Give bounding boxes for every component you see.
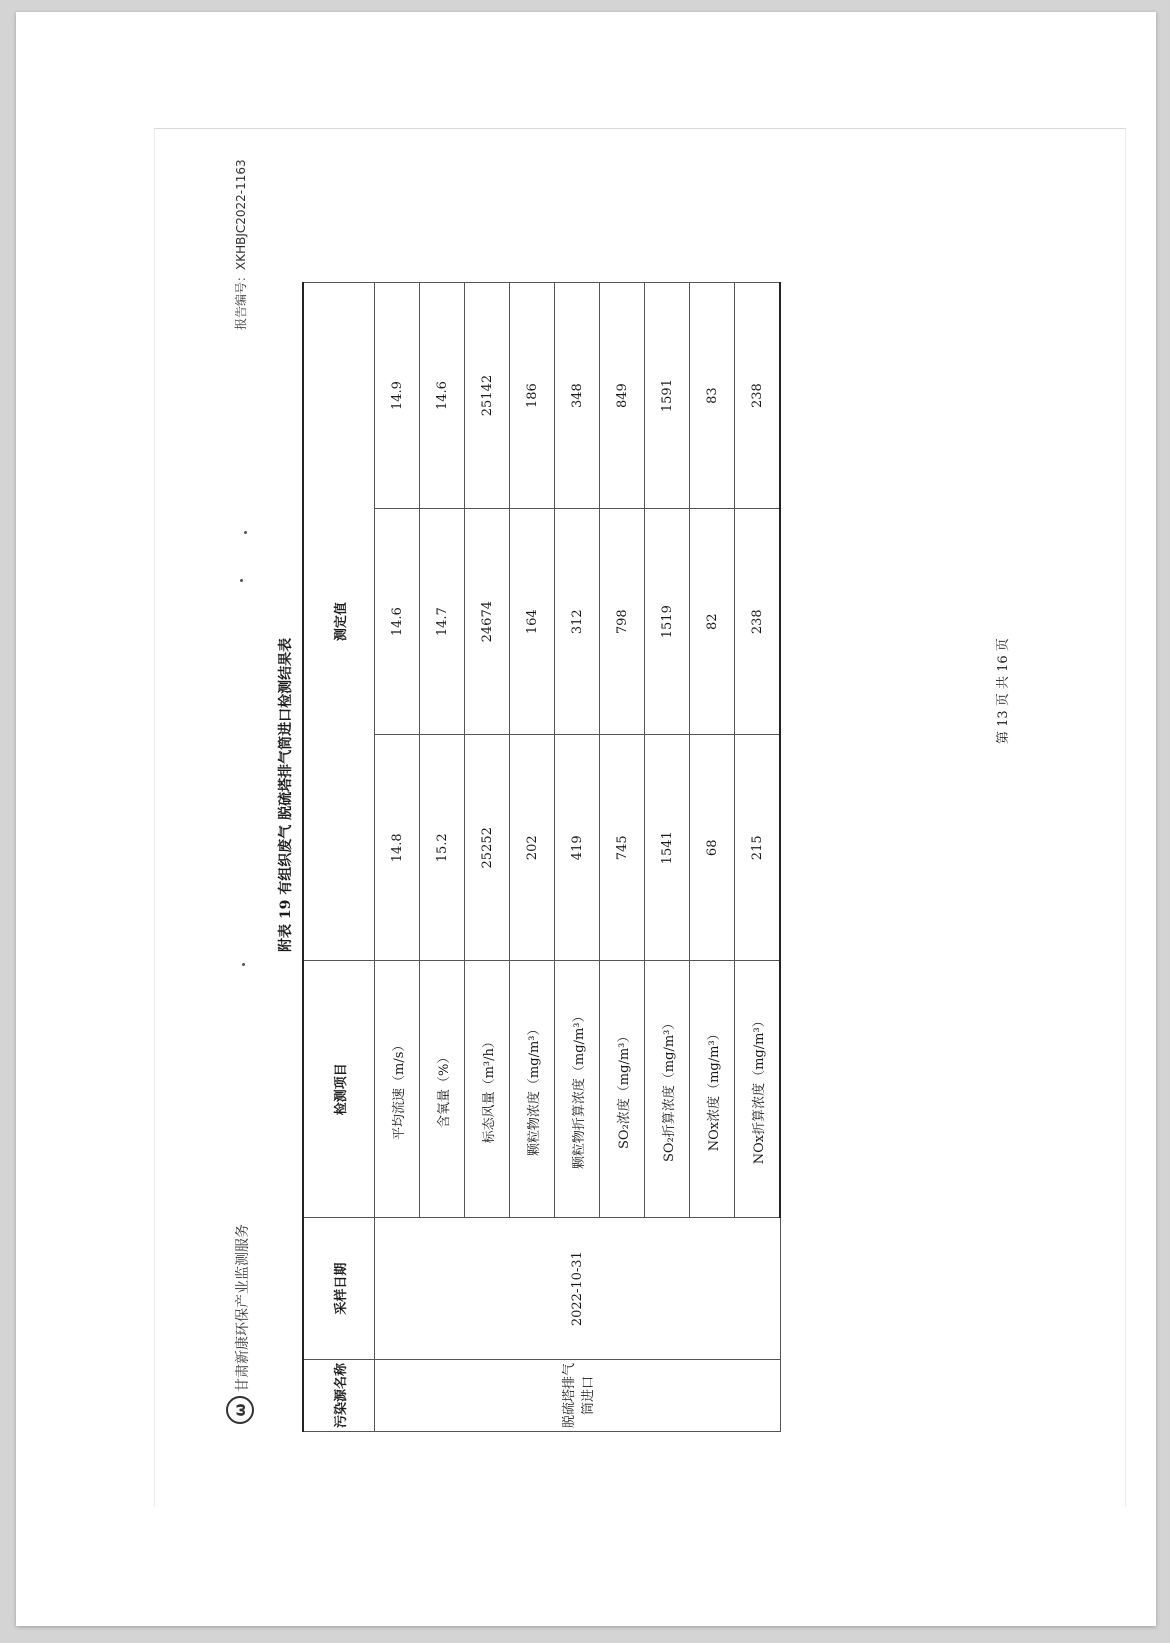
value-cell: 24674 [465,509,510,735]
scan-speck [244,531,247,534]
value-cell: 82 [690,509,735,735]
value-cell: 312 [555,509,600,735]
org-name: 甘肃新康环保产业监测服务 [235,1224,251,1392]
value-cell: 348 [555,283,600,509]
table-header-row [303,283,375,1432]
item-cell: SO₂折算浓度（mg/m³） [645,961,690,1218]
value-cell: 14.7 [420,509,465,735]
item-cell: 颗粒物浓度（mg/m³） [510,961,555,1218]
value-cell: 1591 [645,283,690,509]
item-cell: 含氧量（%） [420,961,465,1218]
item-cell: 颗粒物折算浓度（mg/m³） [555,961,600,1218]
results-table [302,282,781,1432]
value-cell: 419 [555,735,600,961]
scan-speck [240,579,243,582]
item-cell: NOx折算浓度（mg/m³） [735,961,781,1218]
page-number: 第 13 页 共 16 页 [996,638,1011,744]
value-cell: 849 [600,283,645,509]
value-cell: 14.6 [420,283,465,509]
item-cell: SO₂浓度（mg/m³） [600,961,645,1218]
header-item: 检测项目 [303,961,375,1218]
item-cell: 标态风量（m³/h） [465,961,510,1218]
value-cell: 186 [510,283,555,509]
value-cell: 14.8 [375,735,420,961]
value-cell: 238 [735,509,781,735]
table-title: 附表 19 有组织废气 脱硫塔排气筒进口检测结果表 [278,637,294,952]
value-cell: 202 [510,735,555,961]
value-cell: 164 [510,509,555,735]
source-name-cell: 脱硫塔排气筒进口 [375,1360,781,1432]
item-cell: 平均流速（m/s） [375,961,420,1218]
value-cell: 215 [735,735,781,961]
scan-speck [242,963,245,966]
value-cell: 15.2 [420,735,465,961]
value-cell: 68 [690,735,735,961]
value-cell: 83 [690,283,735,509]
value-cell: 25252 [465,735,510,961]
value-cell: 238 [735,283,781,509]
header-source: 污染源名称 [303,1360,375,1432]
value-cell: 25142 [465,283,510,509]
value-cell: 14.6 [375,509,420,735]
report-number: 报告编号：XKHBJC2022-1163 [234,159,248,330]
value-cell: 745 [600,735,645,961]
header-date: 采样日期 [303,1218,375,1360]
value-cell: 1519 [645,509,690,735]
item-cell: NOx浓度（mg/m³） [690,961,735,1218]
header-value: 测定值 [303,283,375,961]
value-cell: 1541 [645,735,690,961]
sample-date-cell: 2022-10-31 [375,1218,781,1360]
value-cell: 14.9 [375,283,420,509]
table-row [375,283,420,1432]
value-cell: 798 [600,509,645,735]
org-logo-icon: ω [226,1396,254,1424]
rotated-report-page [152,160,1106,1532]
